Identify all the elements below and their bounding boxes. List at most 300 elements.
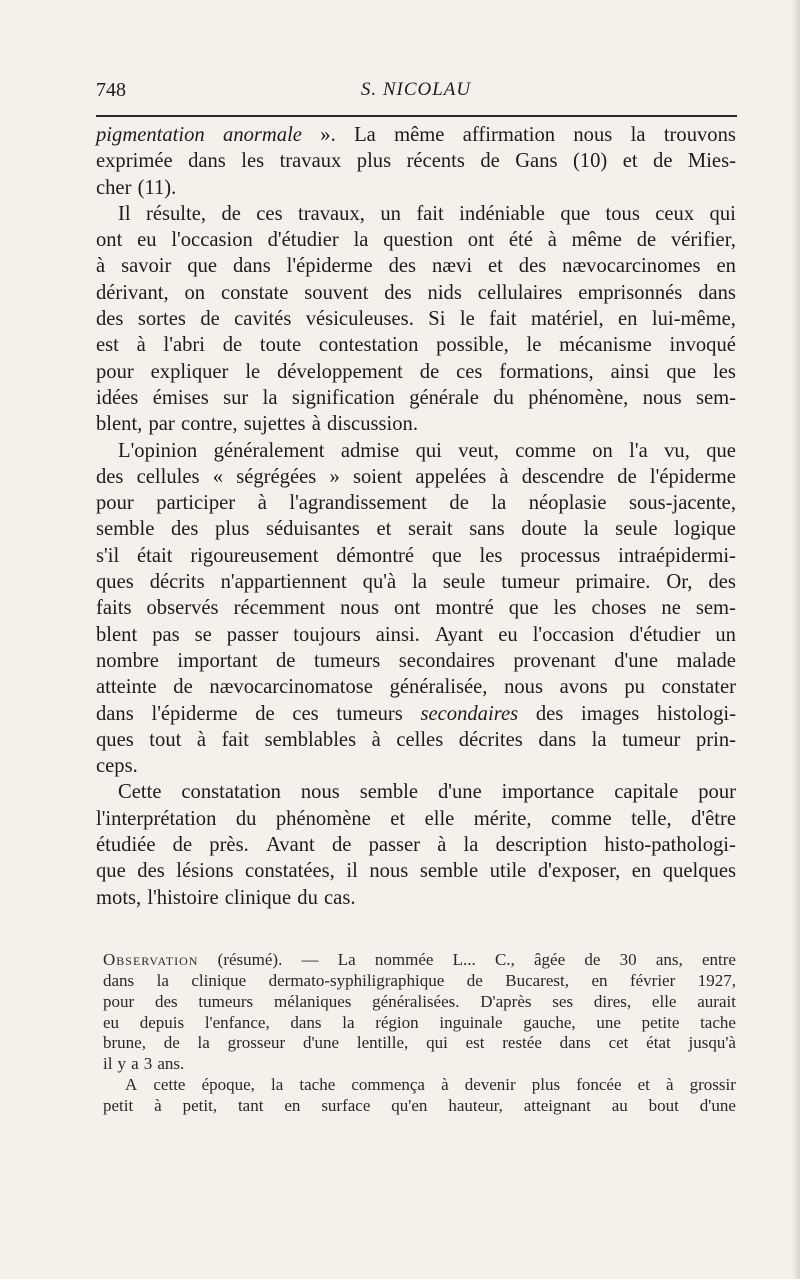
word: générale: [409, 386, 479, 409]
word: Observation: [103, 950, 199, 969]
word: démontré: [336, 544, 415, 567]
word: ont: [96, 229, 123, 252]
word: Gans: [515, 150, 558, 173]
word: semble: [359, 781, 419, 804]
word: la: [342, 1012, 355, 1032]
word: et: [622, 150, 638, 173]
word: sortes: [137, 308, 186, 331]
word: à: [136, 334, 146, 357]
word: résulte,: [146, 202, 207, 225]
word: affirmation: [462, 124, 556, 146]
word: semble: [96, 518, 155, 541]
word: la: [271, 1075, 284, 1095]
word: participer: [156, 492, 236, 515]
word: plus: [215, 518, 250, 541]
word: description: [495, 834, 588, 857]
word: mécanisme: [559, 334, 652, 357]
word: à: [371, 728, 381, 751]
word: intraépidermi-: [618, 544, 736, 567]
word: eu: [137, 229, 157, 252]
text-line: [96, 306, 736, 332]
word: Ayant: [434, 623, 484, 646]
word: récents: [406, 150, 465, 173]
text-line: [96, 464, 736, 490]
word: seule: [442, 571, 486, 594]
word: La: [337, 950, 356, 969]
word: pour: [96, 360, 134, 383]
word: nous: [300, 781, 340, 804]
word: ceux: [655, 202, 695, 225]
word: petit,: [182, 1095, 218, 1115]
word: s'il: [96, 544, 120, 567]
page-edge: [792, 0, 800, 1279]
word: le: [245, 360, 261, 383]
word: pour: [698, 781, 736, 804]
word: malade: [676, 649, 736, 672]
word: emprisonnés: [578, 281, 683, 304]
word: ans.: [157, 1054, 185, 1074]
word: on: [592, 439, 613, 462]
word: secondaires: [420, 702, 519, 725]
word: anormale: [223, 124, 302, 146]
word: cellulaires: [477, 281, 563, 304]
word: pu: [624, 676, 645, 699]
word: tumeurs: [336, 702, 403, 725]
word: nævi: [431, 255, 473, 278]
word: trouvons: [663, 124, 736, 146]
page-number: 748: [96, 79, 126, 101]
word: rigoureusement: [190, 544, 319, 567]
word: clinique: [224, 886, 292, 909]
word: dans: [559, 1033, 591, 1053]
word: blent: [96, 623, 138, 646]
text-line: [96, 122, 736, 148]
word: les: [241, 150, 265, 173]
word: idées: [96, 386, 139, 409]
word: à: [196, 728, 207, 751]
word: D'après: [480, 991, 532, 1011]
word: sous-jacente,: [629, 492, 736, 515]
word: la: [583, 518, 599, 541]
word: à: [437, 834, 447, 857]
word: C.,: [494, 950, 515, 969]
word: cher: [96, 176, 132, 199]
word: nommée: [374, 950, 434, 969]
word: question: [383, 229, 454, 252]
word: près.: [209, 834, 249, 857]
word: A: [125, 1075, 138, 1095]
word: qui: [415, 439, 442, 462]
word: âgée: [534, 950, 566, 969]
word: secondaires: [398, 649, 495, 672]
word: discussion.: [327, 413, 418, 436]
word: comme: [515, 439, 576, 462]
word: prin-: [695, 728, 736, 751]
word: nous: [340, 597, 380, 620]
text-line: [96, 858, 736, 884]
word: un: [715, 623, 736, 646]
word: les: [479, 544, 503, 567]
word: Mies-: [687, 150, 736, 173]
word: des: [96, 308, 124, 331]
word: tout: [149, 728, 182, 751]
word: contre,: [180, 413, 238, 436]
word: que: [431, 544, 462, 567]
word: hauteur,: [448, 1095, 503, 1115]
word: dermato-syphiligraphique: [268, 970, 445, 990]
word: plus: [356, 150, 392, 173]
text-line: [96, 543, 736, 569]
word: en: [284, 1095, 301, 1115]
word: nous: [573, 124, 613, 146]
word: jusqu'à: [688, 1033, 736, 1053]
word: est: [96, 334, 119, 357]
word: ques: [96, 571, 134, 594]
text-line: [96, 753, 736, 779]
word: la: [491, 492, 507, 515]
word: formations,: [499, 360, 594, 383]
word: petit: [103, 1095, 134, 1115]
word: constate: [220, 281, 289, 304]
word: logique: [674, 518, 736, 541]
word: février: [629, 970, 676, 990]
word: l'a: [629, 439, 648, 462]
word: généralisée,: [389, 676, 488, 699]
word: que: [666, 360, 697, 383]
word: de: [222, 334, 243, 357]
word: à: [441, 1075, 449, 1095]
text-line: [103, 1013, 736, 1034]
word: Si: [428, 308, 446, 331]
word: de: [449, 492, 469, 515]
word: devenir: [464, 1075, 516, 1095]
word: l'occasion: [171, 229, 253, 252]
word: clinique: [191, 970, 247, 990]
word: que: [508, 597, 539, 620]
word: des: [535, 702, 564, 725]
word: cellules: [136, 465, 200, 488]
word: —: [301, 950, 319, 969]
word: qui: [709, 202, 736, 225]
word: toujours: [293, 623, 361, 646]
word: l'interprétation: [96, 807, 217, 830]
word: l'épiderme: [286, 255, 373, 278]
word: tumeurs: [198, 991, 254, 1011]
text-line: [103, 1075, 736, 1096]
word: mélaniques: [273, 991, 352, 1011]
word: l'épiderme: [649, 465, 736, 488]
word: vérifier,: [670, 229, 736, 252]
word: signification: [291, 386, 395, 409]
word: passer: [226, 623, 279, 646]
word: a: [131, 1054, 139, 1074]
word: région: [375, 1012, 419, 1032]
word: que: [96, 860, 126, 883]
word: et: [637, 1075, 650, 1095]
word: avons: [559, 676, 608, 699]
text-line: [96, 569, 736, 595]
word: au: [611, 1095, 628, 1115]
word: à: [666, 1075, 674, 1095]
word: sur: [223, 386, 249, 409]
word: d'une: [437, 781, 482, 804]
word: lésions: [176, 860, 234, 883]
word: des: [154, 991, 178, 1011]
word: d'une: [302, 1033, 340, 1053]
word: grossir: [689, 1075, 736, 1095]
word: sans: [469, 518, 505, 541]
word: qui: [426, 1033, 448, 1053]
word: des: [384, 281, 412, 304]
word: petite: [641, 1012, 680, 1032]
word: ne: [661, 597, 681, 620]
word: descendre: [521, 465, 605, 488]
word: appelées: [415, 465, 487, 488]
word: état: [646, 1033, 671, 1053]
word: passer: [368, 834, 421, 857]
word: vu,: [664, 439, 690, 462]
word: important: [177, 649, 258, 672]
text-line: [96, 227, 736, 253]
word: d'une: [614, 649, 658, 672]
word: ».: [320, 124, 336, 146]
word: brune,: [103, 1033, 146, 1053]
word: la: [463, 834, 479, 857]
text-line: [96, 806, 736, 832]
word: Bucarest,: [505, 970, 569, 990]
word: phénomène: [275, 807, 371, 830]
word: du: [493, 386, 514, 409]
text-line: [96, 385, 736, 411]
word: tache: [299, 1075, 336, 1095]
text-line: [96, 648, 736, 674]
word: comme: [550, 807, 612, 830]
word: il: [103, 1054, 113, 1074]
text-line: [96, 832, 736, 858]
word: images: [580, 702, 640, 725]
word: foncée: [576, 1075, 622, 1095]
word: ont: [394, 597, 421, 620]
word: phénomène,: [528, 386, 629, 409]
text-line: [96, 280, 736, 306]
word: dans: [232, 255, 271, 278]
word: celles: [396, 728, 444, 751]
word: dans: [538, 728, 577, 751]
word: grosseur: [227, 1033, 286, 1053]
word: ses: [552, 991, 574, 1011]
word: dans: [188, 150, 226, 173]
word: de: [480, 150, 500, 173]
word: restée: [502, 1033, 542, 1053]
word: lui-même,: [651, 308, 736, 331]
word: plus: [531, 1075, 561, 1095]
word: de: [163, 1033, 180, 1053]
word: quelques: [662, 860, 736, 883]
word: importance: [501, 781, 595, 804]
word: elle: [424, 807, 455, 830]
word: des: [96, 465, 124, 488]
word: La: [354, 124, 376, 146]
text-line: [96, 622, 736, 648]
word: (11).: [137, 176, 177, 199]
text-line: [103, 971, 736, 992]
word: les: [553, 597, 577, 620]
word: époque,: [201, 1075, 255, 1095]
word: pigmentation: [96, 124, 205, 146]
word: la: [353, 229, 369, 252]
word: sem-: [695, 597, 736, 620]
word: des: [170, 518, 199, 541]
word: fait: [416, 202, 444, 225]
word: telle,: [631, 807, 672, 830]
word: les: [712, 360, 736, 383]
word: de: [200, 308, 220, 331]
text-line: [103, 1033, 736, 1054]
word: choses: [591, 597, 647, 620]
text-line: [96, 438, 736, 464]
word: en: [591, 970, 608, 990]
word: faits: [96, 597, 132, 620]
word: doute: [521, 518, 568, 541]
word: ces: [292, 702, 319, 725]
word: (10): [572, 150, 608, 173]
word: utile: [489, 860, 527, 883]
word: de: [419, 360, 440, 383]
word: se: [194, 623, 212, 646]
word: l'histoire: [147, 886, 219, 909]
word: la: [630, 124, 646, 146]
word: exprimée: [96, 150, 173, 173]
word: il: [346, 860, 358, 883]
word: tumeur: [622, 728, 681, 751]
word: était: [137, 544, 173, 567]
word: serait: [407, 518, 453, 541]
word: de: [172, 834, 193, 857]
word: en: [631, 860, 652, 883]
text-line: [96, 674, 736, 700]
word: de: [584, 950, 601, 969]
word: généralisées.: [372, 991, 460, 1011]
word: de: [276, 649, 296, 672]
word: souvent: [304, 281, 369, 304]
word: on: [184, 281, 206, 304]
word: en: [716, 255, 736, 278]
word: d'une: [699, 1095, 736, 1115]
word: à: [257, 492, 267, 515]
word: mérite,: [473, 807, 532, 830]
word: ont: [467, 229, 495, 252]
word: L...: [452, 950, 476, 969]
word: sem-: [695, 386, 736, 409]
word: semble: [419, 860, 479, 883]
word: des: [708, 571, 736, 594]
text-line: [96, 516, 736, 542]
word: que: [187, 255, 218, 278]
word: d'exposer,: [537, 860, 621, 883]
word: L'opinion: [118, 439, 198, 462]
word: qu'en: [391, 1095, 428, 1115]
word: constatation: [181, 781, 281, 804]
word: y: [117, 1054, 127, 1074]
text-line: [96, 148, 736, 174]
word: étudiée: [96, 834, 156, 857]
word: de: [331, 834, 352, 857]
word: 1927,: [697, 970, 736, 990]
word: le: [526, 334, 542, 357]
word: gauche,: [523, 1012, 576, 1032]
word: nous: [642, 386, 682, 409]
word: semblables: [264, 728, 357, 751]
word: tous: [605, 202, 640, 225]
word: dires,: [593, 991, 632, 1011]
word: de: [221, 202, 241, 225]
word: possible,: [436, 334, 509, 357]
word: pour: [103, 991, 135, 1011]
word: depuis: [139, 1012, 185, 1032]
word: à: [154, 1095, 162, 1115]
text-line: [103, 992, 736, 1013]
word: de: [636, 229, 657, 252]
word: inguinale: [439, 1012, 503, 1032]
text-line: [96, 727, 736, 753]
word: Avant: [265, 834, 315, 857]
word: des: [388, 255, 417, 278]
word: pas: [152, 623, 180, 646]
text-line: [96, 885, 736, 911]
word: capitale: [614, 781, 679, 804]
word: »: [329, 465, 340, 488]
word: développement: [277, 360, 403, 383]
word: de: [653, 150, 673, 173]
word: atteignant: [523, 1095, 591, 1115]
word: ces: [456, 360, 483, 383]
text-line: [96, 175, 736, 201]
word: tumeurs: [313, 649, 381, 672]
page-header: [96, 79, 736, 105]
word: de: [617, 465, 637, 488]
word: d'étudier: [267, 229, 339, 252]
main-text: [96, 122, 736, 911]
word: l'occasion: [532, 623, 615, 646]
word: à: [96, 255, 106, 278]
word: ainsi: [610, 360, 650, 383]
word: séduisantes: [266, 518, 360, 541]
word: commença: [351, 1075, 425, 1095]
word: matériel,: [530, 308, 604, 331]
word: été: [508, 229, 533, 252]
text-line: [96, 359, 736, 385]
word: expliquer: [150, 360, 229, 383]
word: à: [547, 229, 557, 252]
text-line: [96, 490, 736, 516]
word: un: [380, 202, 401, 225]
word: cet: [608, 1033, 629, 1053]
header-rule: [96, 115, 737, 117]
word: tant: [237, 1095, 264, 1115]
observation-text: [103, 950, 736, 1117]
word: toute: [259, 334, 302, 357]
word: ans,: [655, 950, 683, 969]
word: que: [560, 202, 591, 225]
word: ceps.: [96, 755, 138, 778]
word: lentille,: [356, 1033, 409, 1053]
word: (résumé).: [217, 950, 283, 969]
word: nombre: [96, 649, 159, 672]
word: même: [394, 124, 445, 146]
word: montré: [435, 597, 494, 620]
word: d'être: [691, 807, 736, 830]
word: Il: [118, 202, 131, 225]
